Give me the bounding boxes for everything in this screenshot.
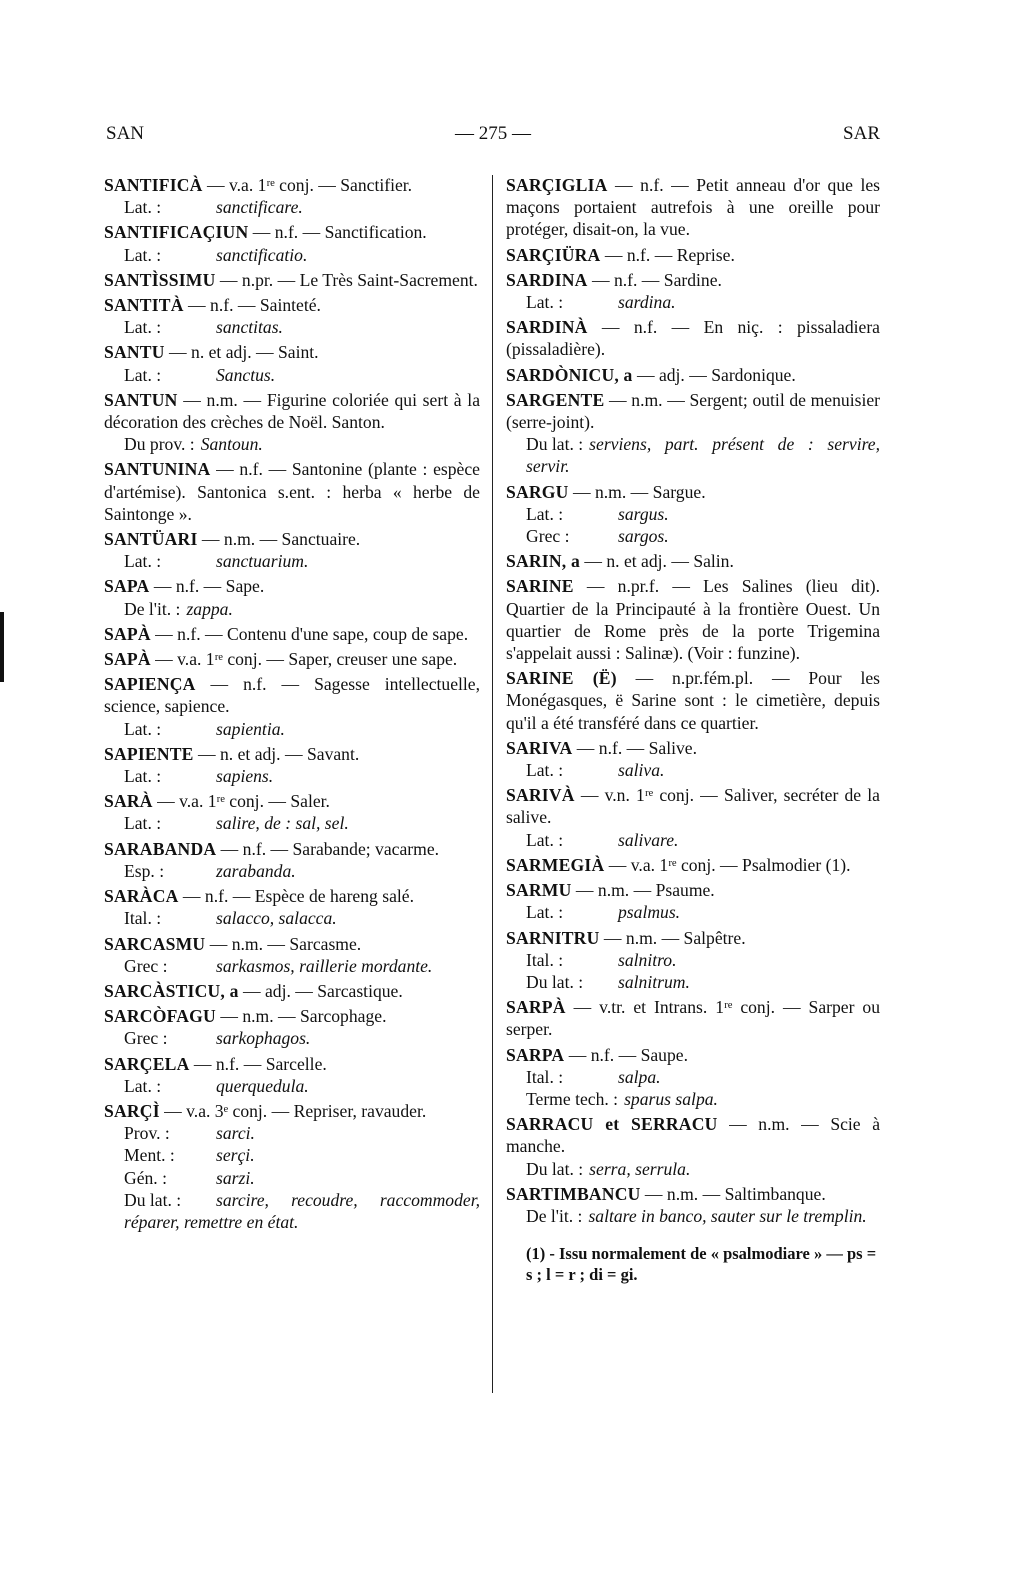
right-entries	[506, 174, 880, 1227]
etymology-value: saliva.	[618, 760, 665, 781]
dictionary-entry	[104, 933, 480, 977]
etymology-value: sarci.	[216, 1123, 255, 1144]
definition: — v.tr. et Intrans. 1ʳᵉ conj. — Sarper ou serper.	[506, 997, 880, 1040]
etymology-value: zarabanda.	[216, 860, 296, 881]
etymology-line	[506, 1158, 880, 1180]
dictionary-entry	[506, 854, 880, 876]
etymology-line	[104, 1167, 480, 1189]
definition: — n.f. — Sainteté.	[183, 295, 321, 316]
definition: — n.f. — Sape.	[149, 576, 265, 597]
etymology-value: sanctificare.	[216, 197, 303, 218]
dictionary-entry	[104, 389, 480, 456]
headword: SANTITÀ	[104, 295, 184, 316]
right-column	[506, 174, 880, 1285]
headword: SARINE	[506, 576, 574, 597]
etymology-label: Du prov. :	[124, 434, 195, 455]
etymology-line	[104, 1075, 480, 1097]
headword: SARÇIÜRA	[506, 244, 601, 265]
etymology-value: salnitro.	[618, 949, 677, 970]
dictionary-entry	[104, 528, 480, 572]
definition: — n.pr.f. — Les Salines (lieu dit). Quartier de la Principauté à la frontière Ouest. Un quartier de Rome près de la porte Trigemina s'appelait aussi : Salinæ). (Voir : funzine).	[506, 576, 880, 664]
headword: SARDINA	[506, 269, 588, 290]
dictionary-entry	[506, 244, 880, 266]
etymology-label: Lat. :	[526, 760, 564, 781]
headword: SARÇÌ	[104, 1100, 160, 1121]
etymology-value: salnitrum.	[618, 971, 690, 992]
margin-mark	[0, 612, 4, 682]
etymology-label: Terme tech. :	[526, 1088, 619, 1109]
etymology-label: Ital. :	[526, 1066, 564, 1087]
etymology-line	[104, 364, 480, 386]
headword: SAPIENTE	[104, 743, 194, 764]
dictionary-entry	[506, 927, 880, 994]
footnote: (1) - Issu normalement de « psalmodiare » — ps = s ; l = r ; di = gi.	[526, 1244, 877, 1285]
headword: SANTUN	[104, 389, 178, 410]
headword: SAPÀ	[104, 623, 151, 644]
left-column	[104, 174, 480, 1236]
headword: SARPÀ	[506, 997, 566, 1018]
definition: — n.m. — Sarcasme.	[205, 933, 362, 954]
etymology-line	[104, 907, 480, 929]
etymology-value: Santoun.	[200, 434, 263, 455]
etymology-line	[506, 759, 880, 781]
definition: — n.f. — Sarcelle.	[189, 1053, 327, 1074]
dictionary-entry	[104, 673, 480, 740]
etymology-value: salire, de : sal, sel.	[216, 813, 349, 834]
definition: — n.m. — Scie à manche.	[506, 1114, 881, 1157]
headword: SANTIFICÀ	[104, 175, 203, 195]
dictionary-entry	[104, 341, 480, 385]
etymology-line	[506, 1066, 880, 1088]
etymology-line	[506, 503, 880, 525]
etymology-line	[104, 316, 480, 338]
dictionary-entry	[104, 623, 480, 645]
definition: — v.n. 1ʳᵉ conj. — Saliver, secréter de la salive.	[506, 785, 880, 828]
definition: — n.f. — Salive.	[572, 737, 697, 758]
etymology-line	[104, 1189, 480, 1233]
headword: SARÇIGLIA	[506, 175, 608, 195]
etymology-value: saltare in banco, sauter sur le tremplin.	[588, 1205, 867, 1226]
etymology-line	[506, 829, 880, 851]
dictionary-entry	[104, 221, 480, 265]
dictionary-entry	[506, 575, 880, 664]
etymology-label: Du lat. :	[124, 1189, 182, 1210]
etymology-line	[104, 1144, 480, 1166]
etymology-label: Prov. :	[124, 1123, 170, 1144]
headword: SARMEGIÀ	[506, 854, 605, 875]
etymology-value: sarkasmos, raillerie mordante.	[216, 955, 433, 976]
etymology-value: sarkophagos.	[216, 1028, 311, 1049]
etymology-line	[104, 1122, 480, 1144]
page-header	[106, 123, 880, 153]
dictionary-entry	[506, 316, 880, 360]
etymology-label: Du lat. :	[526, 1158, 584, 1179]
dictionary-entry	[506, 1183, 880, 1227]
dictionary-entry	[104, 1053, 480, 1097]
definition: — n.m. — Psaume.	[571, 880, 715, 901]
etymology-value: sargos.	[618, 526, 669, 547]
etymology-label: Lat. :	[124, 244, 162, 265]
dictionary-entry	[506, 389, 880, 478]
headword: SARDÒNICU, a	[506, 364, 633, 385]
definition: — v.a. 1ʳᵉ conj. — Saler.	[152, 791, 330, 812]
headword: SARCÒFAGU	[104, 1006, 216, 1027]
definition: — n.m. — Sarcophage.	[215, 1006, 387, 1027]
etymology-value: psalmus.	[618, 902, 681, 923]
etymology-label: Du lat. :	[526, 971, 584, 992]
header-left: SAN	[106, 123, 145, 144]
dictionary-entry	[104, 648, 480, 670]
etymology-value: sanctuarium.	[216, 551, 309, 572]
etymology-value: sargus.	[618, 503, 669, 524]
headword: SANTU	[104, 342, 165, 363]
definition: — n. et adj. — Savant.	[193, 743, 360, 764]
definition: — n. et adj. — Salin.	[579, 551, 734, 572]
definition: — n. et adj. — Saint.	[164, 342, 319, 363]
etymology-line	[104, 244, 480, 266]
definition: — n.m. — Sanctuaire.	[197, 529, 361, 550]
etymology-line	[104, 196, 480, 218]
etymology-label: Lat. :	[124, 364, 162, 385]
etymology-line	[506, 901, 880, 923]
definition: — adj. — Sarcastique.	[238, 980, 403, 1001]
column-divider	[492, 175, 493, 1393]
headword: SARCÀSTICU, a	[104, 980, 239, 1001]
etymology-label: Gén. :	[124, 1167, 167, 1188]
definition: — n.f. — Sarabande; vacarme.	[216, 838, 440, 859]
etymology-line	[104, 955, 480, 977]
dictionary-entry	[104, 1005, 480, 1049]
etymology-value: salpa.	[618, 1066, 661, 1087]
etymology-label: Lat. :	[526, 902, 564, 923]
etymology-value: sanctificatio.	[216, 244, 308, 265]
definition: — n.m. — Salpêtre.	[599, 927, 746, 948]
etymology-value: sarzi.	[216, 1167, 255, 1188]
etymology-label: Lat. :	[124, 317, 162, 338]
headword: SANTÜARI	[104, 529, 198, 550]
etymology-line	[506, 971, 880, 993]
dictionary-entry	[506, 667, 880, 734]
dictionary-entry	[506, 784, 880, 851]
dictionary-entry	[506, 481, 880, 548]
etymology-label: Grec :	[124, 955, 168, 976]
etymology-value: querquedula.	[216, 1075, 309, 1096]
dictionary-entry	[104, 269, 480, 291]
etymology-label: Lat. :	[124, 551, 162, 572]
etymology-value: sparus salpa.	[624, 1088, 718, 1109]
definition: — n.pr.fém.pl. — Pour les Monégasques, ë Sarine sont : le cimetière, depuis qu'il a été transféré dans ce quartier.	[506, 668, 880, 733]
etymology-value: salacco, salacca.	[216, 908, 337, 929]
definition: — n.f. — Reprise.	[600, 244, 735, 265]
etymology-line	[104, 598, 480, 620]
definition: — n.m. — Figurine coloriée qui sert à la décoration des crèches de Noël. Santon.	[104, 389, 480, 433]
dictionary-entry	[506, 1044, 880, 1111]
etymology-label: Esp. :	[124, 860, 165, 881]
etymology-value: sarcire, recoudre, raccommoder, réparer, remettre en état.	[124, 1189, 480, 1232]
dictionary-entry	[506, 879, 880, 923]
etymology-line	[506, 433, 880, 477]
headword: SARINE (Ë)	[506, 668, 617, 689]
headword: SANTIFICAÇIUN	[104, 222, 249, 243]
etymology-line	[506, 291, 880, 313]
headword: SARGU	[506, 481, 569, 502]
etymology-label: Ital. :	[124, 908, 162, 929]
etymology-line	[104, 433, 480, 455]
etymology-label: Lat. :	[124, 197, 162, 218]
etymology-label: De l'it. :	[124, 598, 181, 619]
etymology-label: Lat. :	[124, 718, 162, 739]
dictionary-entry	[104, 458, 480, 525]
headword: SANTUNINA	[104, 459, 211, 480]
definition: — v.a. 1ʳᵉ conj. — Sanctifier.	[202, 175, 413, 195]
headword: SARMU	[506, 880, 572, 901]
definition: — v.a. 1ʳᵉ conj. — Saper, creuser une sape.	[150, 649, 458, 670]
etymology-value: sapientia.	[216, 718, 285, 739]
dictionary-entry	[506, 269, 880, 313]
etymology-label: Grec :	[526, 526, 570, 547]
headword: SARÇELA	[104, 1053, 190, 1074]
headword: SARABANDA	[104, 838, 217, 859]
etymology-line	[104, 1027, 480, 1049]
dictionary-entry	[506, 174, 880, 241]
definition: — n.f. — En niç. : pissaladiera (pissaladière).	[506, 317, 880, 360]
etymology-label: Lat. :	[526, 829, 564, 850]
dictionary-entry	[104, 743, 480, 787]
etymology-line	[104, 550, 480, 572]
etymology-value: sanctitas.	[216, 317, 283, 338]
etymology-line	[506, 525, 880, 547]
headword: SARGENTE	[506, 389, 605, 410]
definition: — n.f. — Santonine (plante : espèce d'artémise). Santonica s.ent. : herba « herbe de Saintonge ».	[104, 459, 480, 524]
dictionary-entry	[506, 550, 880, 572]
etymology-label: Ital. :	[526, 949, 564, 970]
definition: — n.f. — Sagesse intellectuelle, science, sapience.	[104, 674, 480, 717]
header-right: SAR	[843, 123, 880, 144]
etymology-label: Ment. :	[124, 1145, 175, 1166]
page-number: — 275 —	[455, 123, 531, 144]
dictionary-entry	[506, 996, 880, 1040]
headword: SAPÀ	[104, 649, 151, 670]
etymology-line	[104, 765, 480, 787]
headword: SARIVÀ	[506, 785, 575, 806]
etymology-value: serviens, part. présent de : servire, servir.	[526, 434, 880, 477]
etymology-label: Lat. :	[124, 766, 162, 787]
etymology-value: salivare.	[618, 829, 679, 850]
definition: — n.m. — Sargue.	[568, 481, 706, 502]
etymology-value: serçi.	[216, 1145, 255, 1166]
definition: — n.f. — Sardine.	[587, 269, 722, 290]
etymology-line	[104, 812, 480, 834]
definition: — v.a. 1ʳᵉ conj. — Psalmodier (1).	[604, 854, 851, 875]
definition: — n.pr. — Le Très Saint-Sacrement.	[215, 269, 478, 290]
headword: SARÀ	[104, 791, 153, 812]
etymology-label: Lat. :	[124, 1075, 162, 1096]
headword: SAPIENÇA	[104, 674, 196, 695]
headword: SARIVA	[506, 737, 573, 758]
etymology-label: Du lat. :	[526, 434, 584, 455]
etymology-label: De l'it. :	[526, 1205, 583, 1226]
definition: — n.f. — Saupe.	[564, 1044, 688, 1065]
dictionary-entry	[104, 1100, 480, 1233]
etymology-line	[104, 718, 480, 740]
etymology-value: Sanctus.	[216, 364, 276, 385]
dictionary-entry	[104, 980, 480, 1002]
definition: — n.m. — Saltimbanque.	[640, 1183, 826, 1204]
definition: — v.a. 3ᵉ conj. — Repriser, ravauder.	[159, 1100, 427, 1121]
definition: — n.m. — Sergent; outil de menuisier (serre-joint).	[506, 389, 880, 433]
dictionary-entry	[506, 737, 880, 781]
headword: SARNITRU	[506, 927, 600, 948]
etymology-value: zappa.	[186, 598, 233, 619]
headword: SARRACU et SERRACU	[506, 1114, 718, 1135]
headword: SARCASMU	[104, 933, 206, 954]
dictionary-entry	[104, 174, 480, 218]
dictionary-entry	[104, 838, 480, 882]
dictionary-entry	[506, 364, 880, 386]
definition: — n.f. — Petit anneau d'or que les maçons portaient autrefois à une oreille pour protéger, disait-on, la vue.	[506, 175, 880, 240]
etymology-label: Lat. :	[124, 813, 162, 834]
etymology-label: Lat. :	[526, 503, 564, 524]
etymology-value: sardina.	[618, 292, 676, 313]
dictionary-entry	[104, 294, 480, 338]
headword: SARIN, a	[506, 551, 580, 572]
etymology-line	[506, 949, 880, 971]
dictionary-entry	[506, 1113, 880, 1180]
etymology-line	[506, 1088, 880, 1110]
etymology-value: sapiens.	[216, 766, 274, 787]
etymology-line	[506, 1205, 880, 1227]
headword: SARÀCA	[104, 886, 179, 907]
headword: SARPA	[506, 1044, 565, 1065]
headword: SARDINÀ	[506, 317, 588, 338]
dictionary-entry	[104, 575, 480, 619]
etymology-label: Lat. :	[526, 292, 564, 313]
etymology-line	[104, 860, 480, 882]
headword: SAPA	[104, 576, 150, 597]
dictionary-entry	[104, 885, 480, 929]
etymology-label: Grec :	[124, 1028, 168, 1049]
definition: — n.f. — Contenu d'une sape, coup de sape.	[150, 623, 469, 644]
headword: SARTIMBANCU	[506, 1183, 641, 1204]
definition: — adj. — Sardonique.	[632, 364, 796, 385]
dictionary-entry	[104, 790, 480, 834]
headword: SANTÌSSIMU	[104, 269, 216, 290]
etymology-value: serra, serrula.	[589, 1158, 691, 1179]
definition: — n.f. — Sanctification.	[248, 222, 427, 243]
definition: — n.f. — Espèce de hareng salé.	[178, 886, 414, 907]
